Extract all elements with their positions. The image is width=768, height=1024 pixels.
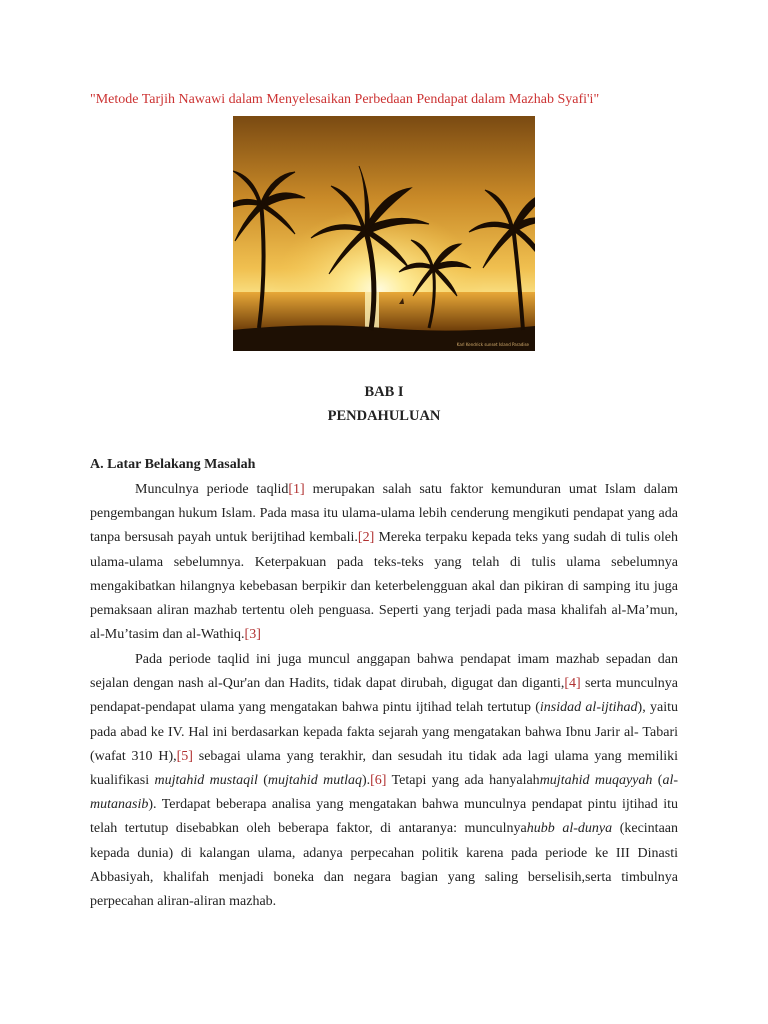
paragraph-1: Munculnya periode taqlid[1] merupakan salah satu faktor kemunduran umat Islam dalam pengembangan hukum Islam. Pada masa itu ulama-ulama lebih cenderung mengikuti pendapat yang ada tanpa bersusah payah untuk berijtihad kembali.[2] Mereka terpaku kepada teks yang sudah di tulis oleh ulama-ulama sebelumnya. Keterpakuan pada teks-teks yang telah di tulis ulama sebelumnya mengakibatkan hilangnya kebebasan berpikir dan keterbelengguan akal dan pikiran di samping itu juga pemaksaan aliran mazhab tertentu oleh penguasa. Seperti yang terjadi pada masa khalifah al-Ma’mun, al-Mu’tasim dan al-Wathiq.[3]	[90, 482, 678, 643]
chapter-title: PENDAHULUAN	[327, 408, 441, 424]
footnote-link-2[interactable]: [2]	[357, 530, 375, 546]
photo-caption: Karl Kendrick sunset Island Paradise	[456, 342, 529, 347]
footnote-link-1[interactable]: [1]	[288, 482, 305, 497]
document-title: "Metode Tarjih Nawawi dalam Menyelesaikan Perbedaan Pendapat dalam Mazhab Syafi'i"	[90, 92, 600, 107]
footnote-link-6[interactable]: [6]	[370, 773, 387, 789]
footnote-link-4[interactable]: [4]	[564, 676, 581, 692]
footnote-link-5[interactable]: [5]	[176, 748, 193, 764]
chapter-number: BAB I	[364, 384, 404, 400]
footnote-link-3[interactable]: [3]	[244, 627, 261, 643]
section-heading: A. Latar Belakang Masalah	[90, 457, 256, 472]
paragraph-2: Pada periode taqlid ini juga muncul anggapan bahwa pendapat imam mazhab sepadan dan sejalan dengan nash al-Qur'an dan Hadits, tidak dapat dirubah, digugat dan diganti,[4] serta munculnya pendapat-pendapat ulama yang mengatakan bahwa pintu ijtihad telah tertutup (insidad al-ijtihad), yaitu pada abad ke IV. Hal ini berdasarkan kepada fakta sejarah yang mengatakan bahwa Ibnu Jarir al- Tabari (wafat 310 H),[5] sebagai ulama yang terakhir, dan sesudah itu tidak ada lagi ulama yang memiliki kualifikasi mujtahid mustaqil (mujtahid mutlaq).[6] Tetapi yang ada hanyalahmujtahid muqayyah (al-mutanasib). Terdapat beberapa analisa yang mengatakan bahwa munculnya pendapat pintu ijtihad itu telah tertutup disebabkan oleh beberapa faktor, di antaranya: munculnyahubb al-dunya (kecintaan kepada dunia) di kalangan ulama, adanya perpecahan politik karena pada periode ke III Dinasti Abbasiyah, khalifah menjadi boneka dan negara bagian yang saling berselisih,serta timbulnya perpecahan aliran-aliran mazhab.	[90, 652, 679, 910]
sunset-palm-photo	[233, 116, 535, 351]
